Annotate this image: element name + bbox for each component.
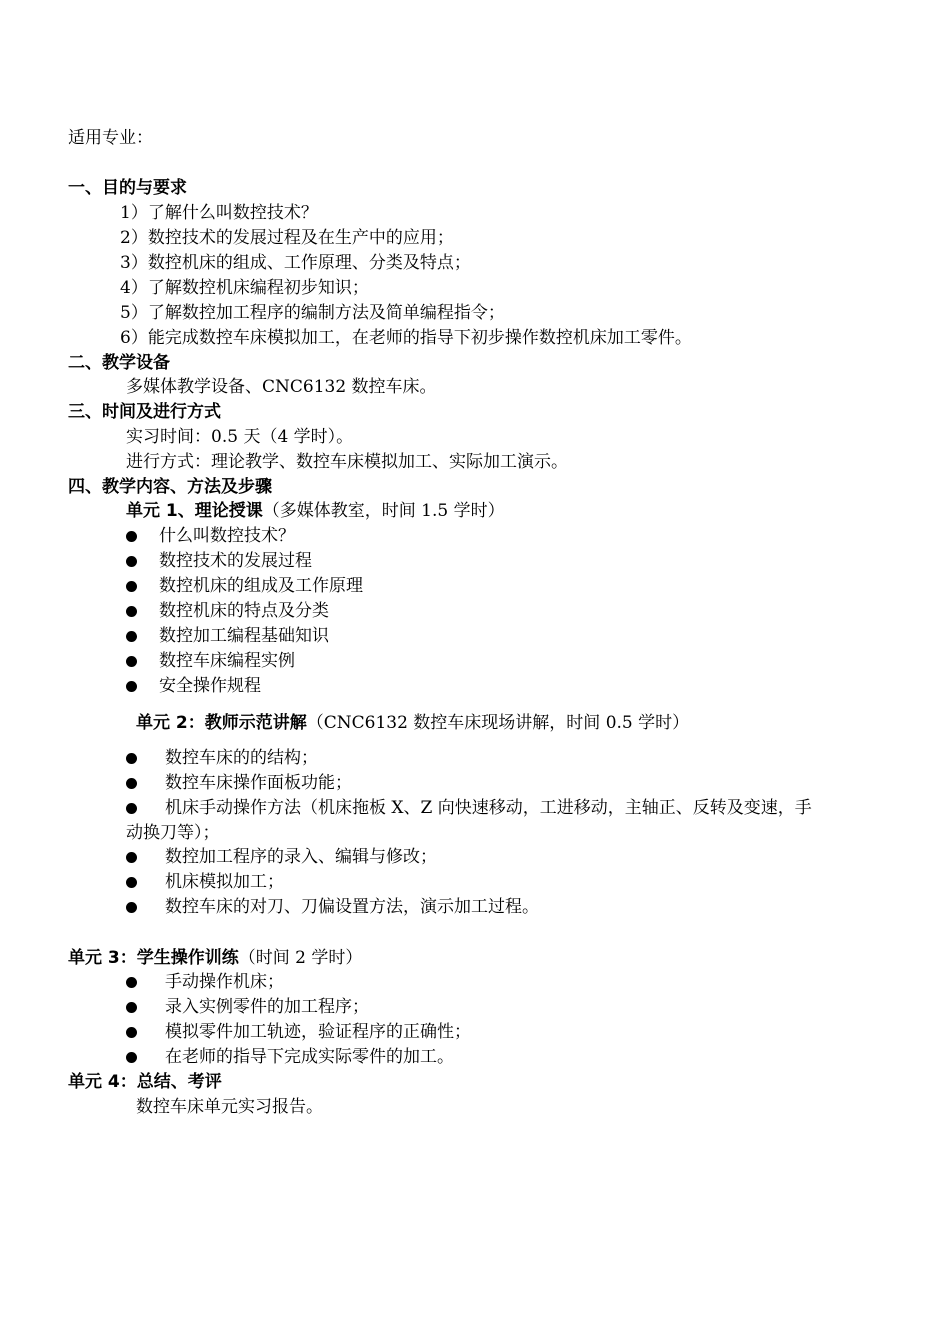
u1-item-3: 数控机床的组成及工作原理 — [159, 576, 363, 596]
bullet-icon — [126, 556, 137, 567]
s1-item-4: 4）了解数控机床编程初步知识； — [120, 278, 369, 298]
bullet-icon — [126, 902, 137, 913]
unit-1-heading — [126, 499, 505, 524]
u3-item-1: 手动操作机床； — [165, 972, 284, 992]
s1-item-1: 1）了解什么叫数控技术？ — [120, 203, 318, 223]
u2-item-1: 数控车床的的结构； — [165, 748, 318, 768]
u2-item-3: 机床手动操作方法（机床拖板 X、Z 向快速移动，工进移动，主轴正、反转及变速，手 — [165, 798, 812, 818]
unit-2-heading — [136, 711, 689, 736]
u2-item-3-continuation: 动换刀等）； — [126, 823, 220, 843]
u1-item-1: 什么叫数控技术？ — [159, 526, 295, 546]
u2-item-6: 数控车床的对刀、刀偏设置方法，演示加工过程。 — [165, 897, 539, 917]
section-1-title: 一、目的与要求 — [68, 178, 187, 198]
section-3-title: 三、时间及进行方式 — [68, 402, 221, 422]
bullet-icon — [126, 531, 137, 542]
u2-item-5: 机床模拟加工； — [165, 872, 284, 892]
s3-time: 实习时间：0.5 天（4 学时）。 — [126, 427, 354, 447]
bullet-icon — [126, 656, 137, 667]
bullet-icon — [126, 852, 137, 863]
bullet-icon — [126, 681, 137, 692]
s1-item-3: 3）数控机床的组成、工作原理、分类及特点； — [120, 253, 471, 273]
bullet-icon — [126, 877, 137, 888]
unit-1-title: 单元 1、理论授课 — [126, 501, 263, 521]
applicable-major-label: 适用专业： — [68, 128, 153, 148]
s1-item-5: 5）了解数控加工程序的编制方法及简单编程指令； — [120, 303, 505, 323]
bullet-icon — [126, 778, 137, 789]
u1-item-2: 数控技术的发展过程 — [159, 551, 312, 571]
s1-item-6: 6）能完成数控车床模拟加工，在老师的指导下初步操作数控机床加工零件。 — [120, 328, 692, 348]
unit-2-title: 单元 2：教师示范讲解 — [136, 713, 307, 733]
bullet-icon — [126, 1027, 137, 1038]
bullet-icon — [126, 606, 137, 617]
bullet-icon — [126, 631, 137, 642]
u4-text: 数控车床单元实习报告。 — [136, 1097, 323, 1117]
unit-3-title: 单元 3：学生操作训练 — [68, 948, 239, 968]
unit-3-heading — [68, 946, 362, 971]
s1-item-2: 2）数控技术的发展过程及在生产中的应用； — [120, 228, 454, 248]
section-2-title: 二、教学设备 — [68, 353, 170, 373]
unit-4-title: 单元 4：总结、考评 — [68, 1072, 222, 1092]
u1-item-6: 数控车床编程实例 — [159, 651, 295, 671]
u3-item-3: 模拟零件加工轨迹，验证程序的正确性； — [165, 1022, 471, 1042]
u1-item-7: 安全操作规程 — [159, 676, 261, 696]
u1-item-5: 数控加工编程基础知识 — [159, 626, 329, 646]
unit-1-note: （多媒体教室，时间 1.5 学时） — [262, 501, 505, 521]
bullet-icon — [126, 1002, 137, 1013]
section-4-title: 四、教学内容、方法及步骤 — [68, 477, 272, 497]
s3-method: 进行方式：理论教学、数控车床模拟加工、实际加工演示。 — [126, 452, 568, 472]
unit-2-note: （CNC6132 数控车床现场讲解，时间 0.5 学时） — [306, 713, 690, 733]
u1-item-4: 数控机床的特点及分类 — [159, 601, 329, 621]
bullet-icon — [126, 803, 137, 814]
unit-3-note: （时间 2 学时） — [238, 948, 363, 968]
bullet-icon — [126, 977, 137, 988]
bullet-icon — [126, 753, 137, 764]
u2-item-2: 数控车床操作面板功能； — [165, 773, 352, 793]
s2-text: 多媒体教学设备、CNC6132 数控车床。 — [126, 377, 437, 397]
u3-item-4: 在老师的指导下完成实际零件的加工。 — [165, 1047, 454, 1067]
bullet-icon — [126, 581, 137, 592]
bullet-icon — [126, 1052, 137, 1063]
u2-item-4: 数控加工程序的录入、编辑与修改； — [165, 847, 437, 867]
u3-item-2: 录入实例零件的加工程序； — [165, 997, 369, 1017]
